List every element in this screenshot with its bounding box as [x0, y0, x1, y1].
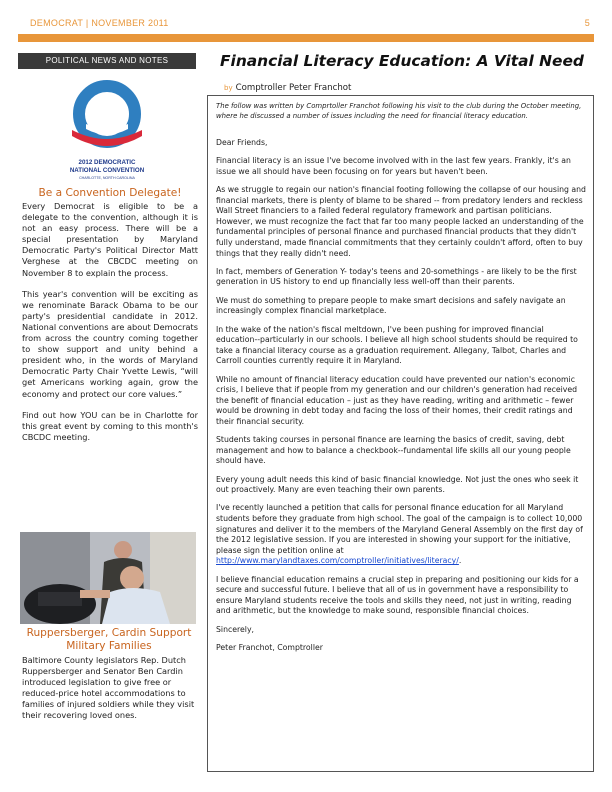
article-paragraph: Every young adult needs this kind of basic financial knowledge. Not just the ones who seek it out proactively. Many are even teaching their own parents.	[216, 474, 579, 495]
logo-line1: 2012 DEMOCRATIC	[78, 159, 136, 166]
signature: Peter Franchot, Comptroller	[216, 642, 323, 652]
delegate-paragraph: This year's convention will be exciting as we renominate Barack Obama to be our party's presidential candidate in 2012. National conventions are about Democrats from across the country coming together to show support and unity behind a president who, in the words of Maryland Democratic Party Chair Yvette Lewis, “will get Americans working again, grow the economy and protect our core values.”	[22, 288, 198, 399]
article-intro: The follow was written by Comprtoller Franchot following his visit to the club during the October meeting, where he discussed a number of issues including the need for financial literacy education.	[216, 102, 582, 120]
signoff: Sincerely,	[216, 624, 255, 634]
header-rule	[18, 34, 594, 42]
article-paragraph: Financial literacy is an issue I've become involved with in the last few years. Frankly, it's an issue we all should have been focusing on for years but haven't been.	[216, 156, 571, 176]
article-byline	[224, 83, 351, 93]
page-header	[30, 16, 590, 32]
article-title: Financial Literacy Education: A Vital Need	[220, 52, 584, 70]
by-label: by	[224, 84, 233, 92]
article-paragraph: While no amount of financial literacy education could have prevented our nation's economic crisis, I believe that if people from my generation and our children's generation had received the benefit of financial education – just as they have reading, writing and arithmetic – fewer would be drowning in debt today and facing the loss of their homes, their credit ratings and their financial security.	[216, 374, 578, 426]
delegate-paragraph: Find out how YOU can be in Charlotte for this great event by coming to this month's CBCDC meeting.	[22, 409, 198, 442]
article-body	[216, 138, 586, 661]
article-paragraph: As we struggle to regain our nation's financial footing following the collapse of our housing and financial markets, there is plenty of blame to be shared -- from predatory lenders and reckless Wall Street financiers to a failed federal regulatory framework and partisan politicians. However, we must recognize the fact that far too many people lacked an understanding of the fundamental principles of personal finance and purchased financial products that they didn't fully understand, made financial commitments that they certainly couldn't afford, often to buy things that they really didn't need.	[216, 185, 586, 258]
petition-link[interactable]: http://www.marylandtaxes.com/comptroller/initiatives/literacy/	[216, 556, 459, 566]
military-heading-line1: Ruppersberger, Cardin Support	[26, 627, 192, 639]
delegate-body	[22, 201, 198, 453]
legislators-photo	[20, 532, 196, 624]
dnc-convention-logo	[48, 74, 166, 186]
publication-date: DEMOCRAT | NOVEMBER 2011	[30, 18, 169, 28]
article-paragraph: We must do something to prepare people to make smart decisions and safely navigate an increasingly complex financial marketplace.	[216, 295, 566, 316]
delegate-paragraph: Every Democrat is eligible to be a delegate to the convention, although it is not an easy process. There will be a special presentation by Maryland Democratic Party's Political Director Matt Verghese at the CBCDC meeting on November 8 to explain the process.	[22, 201, 198, 278]
military-heading	[20, 627, 198, 653]
military-body: Baltimore County legislators Rep. Dutch Ruppersberger and Senator Ben Cardin introduced legislation to give free or reduced-price hotel accommodations to families of injured soldiers while they visit their recovering loved ones.	[22, 655, 195, 721]
article-paragraph: In fact, members of Generation Y- today's teens and 20-somethings - are likely to be the first generation in US history to end up financially less well-off than their parents.	[216, 266, 577, 287]
article-author: Comptroller Peter Franchot	[235, 83, 352, 93]
logo-line3: CHARLOTTE, NORTH CAROLINA	[79, 176, 135, 180]
logo-line2: NATIONAL CONVENTION	[69, 167, 145, 174]
military-heading-line2: Military Families	[66, 640, 152, 652]
section-tag: POLITICAL NEWS AND NOTES	[18, 53, 196, 69]
petition-paragraph: I've recently launched a petition that calls for personal finance education for all Maryland students before they graduate from high school. The goal of the campaign is to collect 10,000 signatures and deliver it to the members of the Maryland General Assembly on the first day of the 2012 legislative session. If you are interested in showing your support for the initiative, please sign the petition online at http://www.marylandtaxes.com/comptroller/initiatives/literacy/.	[216, 503, 583, 566]
article-paragraph: Students taking courses in personal finance are learning the basics of credit, saving, debt management and how to balance a checkbook--fundamental life skills all our young people should have.	[216, 435, 571, 466]
delegate-heading: Be a Convention Delegate!	[38, 187, 182, 199]
article-paragraph: In the wake of the nation's fiscal meltdown, I've been pushing for improved financial education--particularly in our schools. I believe all high school students should be required to take a financial literacy course as a graduation requirement. Allegany, Talbot, Charles and Carroll counties currently require it in Maryland.	[216, 324, 578, 366]
page-number: 5	[584, 18, 590, 28]
salutation: Dear Friends,	[216, 138, 268, 147]
closing-paragraph: I believe financial education remains a crucial step in preparing and positioning our kids for a secure and successful future. I believe that all of us in government have a responsibility to ensure Maryland students receive the tools and skills they need, not just in writing, reading and arithmetic, but the knowledge to make sound, responsible financial choices.	[216, 574, 579, 616]
